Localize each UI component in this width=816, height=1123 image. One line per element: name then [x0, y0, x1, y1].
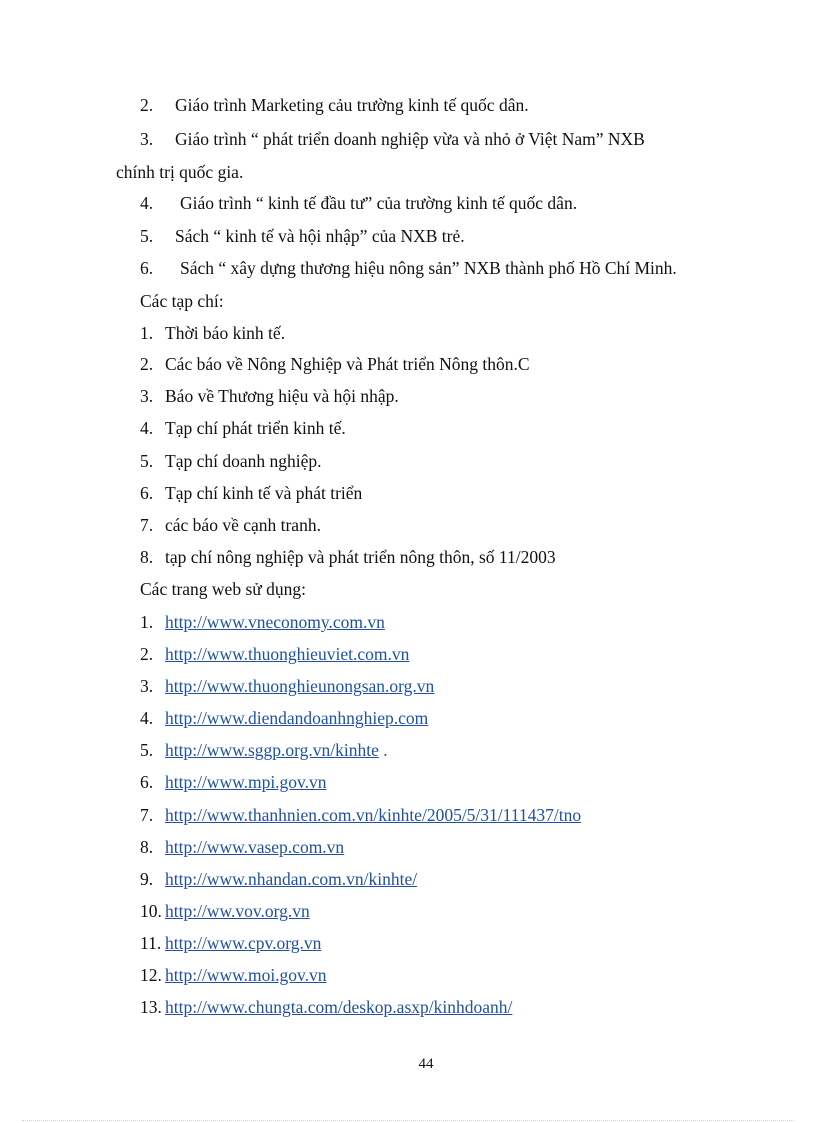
- list-number: 3.: [140, 386, 154, 406]
- website-link[interactable]: http://www.moi.gov.vn: [165, 965, 327, 985]
- list-number: 2.: [140, 95, 154, 115]
- list-text: Tạp chí doanh nghiệp.: [165, 451, 322, 471]
- page-number: 44: [418, 1056, 434, 1072]
- list-number: 12.: [140, 965, 162, 985]
- list-text: Giáo trình “ kinh tế đầu tư” của trường kinh tế quốc dân.: [180, 193, 578, 213]
- website-item: [140, 835, 344, 859]
- website-item: [140, 706, 428, 730]
- websites-heading: Các trang web sử dụng:: [140, 579, 306, 599]
- list-number: 5.: [140, 226, 154, 246]
- website-item: [140, 899, 310, 923]
- website-item: [140, 674, 434, 698]
- website-item: [140, 803, 581, 827]
- website-link[interactable]: http://www.mpi.gov.vn: [165, 772, 327, 792]
- website-link[interactable]: http://www.diendandoanhnghiep.com: [165, 708, 429, 728]
- list-text: Giáo trình Marketing cảu trường kinh tế quốc dân.: [175, 95, 529, 115]
- journal-item: [140, 481, 362, 505]
- website-link[interactable]: http://www.vasep.com.vn: [165, 837, 345, 857]
- book-item: [140, 256, 677, 280]
- book-item: [140, 224, 465, 248]
- book-item: [140, 191, 577, 215]
- journal-item: [140, 384, 399, 408]
- list-number: 6.: [140, 772, 154, 792]
- journal-item: [140, 416, 346, 440]
- website-item: [140, 770, 327, 794]
- list-number: 8.: [140, 837, 154, 857]
- list-text: Các báo về Nông Nghiệp và Phát triển Nông thôn.C: [165, 354, 530, 374]
- website-link[interactable]: http://www.thanhnien.com.vn/kinhte/2005/5/31/111437/tno: [165, 805, 582, 825]
- website-link[interactable]: http://www.chungta.com/deskop.asxp/kinhdoanh/: [165, 997, 513, 1017]
- website-item: [140, 995, 512, 1019]
- list-number: 1.: [140, 323, 154, 343]
- list-text: Thời báo kinh tế.: [165, 323, 286, 343]
- list-text: Sách “ kinh tế và hội nhập” của NXB trẻ.: [175, 226, 465, 246]
- journal-item: [140, 449, 321, 473]
- list-number: 5.: [140, 451, 154, 471]
- website-link[interactable]: http://www.vneconomy.com.vn: [165, 612, 385, 632]
- list-number: 4.: [140, 708, 154, 728]
- list-number: 5.: [140, 740, 154, 760]
- list-text: Báo về Thương hiệu và hội nhập.: [165, 386, 399, 406]
- list-number: 7.: [140, 805, 154, 825]
- link-suffix: .: [378, 740, 388, 760]
- list-number: 3.: [140, 676, 154, 696]
- list-number: 7.: [140, 515, 154, 535]
- list-number: 3.: [140, 129, 154, 149]
- journal-item: [140, 513, 321, 537]
- list-text: Giáo trình “ phát triển doanh nghiệp vừa và nhỏ ở Việt Nam” NXB: [175, 129, 645, 149]
- journal-item: [140, 352, 530, 376]
- website-item: [140, 867, 417, 891]
- list-number: 1.: [140, 612, 154, 632]
- book-item-continuation: [116, 160, 243, 184]
- list-number: 4.: [140, 193, 154, 213]
- list-number: 2.: [140, 644, 154, 664]
- website-link[interactable]: http://www.cpv.org.vn: [165, 933, 322, 953]
- list-number: 11.: [140, 933, 162, 953]
- website-link[interactable]: http://ww.vov.org.vn: [165, 901, 310, 921]
- list-text: Tạp chí kinh tế và phát triển: [165, 483, 363, 503]
- list-number: 4.: [140, 418, 154, 438]
- journal-item: [140, 321, 285, 345]
- website-link[interactable]: http://www.thuonghieunongsan.org.vn: [165, 676, 435, 696]
- website-item: [140, 963, 327, 987]
- list-text: Sách “ xây dựng thương hiệu nông sản” NXB thành phố Hồ Chí Minh.: [180, 258, 677, 278]
- list-number: 6.: [140, 258, 154, 278]
- website-item: [140, 931, 321, 955]
- website-link[interactable]: http://www.sggp.org.vn/kinhte: [165, 740, 379, 760]
- list-text: các báo về cạnh tranh.: [165, 515, 321, 535]
- list-number: 13.: [140, 997, 162, 1017]
- website-item: [140, 642, 409, 666]
- list-text: tạp chí nông nghiệp và phát triển nông thôn, số 11/2003: [165, 547, 556, 567]
- journals-heading: Các tạp chí:: [140, 291, 224, 311]
- website-item: [140, 738, 388, 762]
- website-link[interactable]: http://www.thuonghieuviet.com.vn: [165, 644, 410, 664]
- list-text: Tạp chí phát triển kinh tế.: [165, 418, 346, 438]
- list-number: 10.: [140, 901, 162, 921]
- list-number: 8.: [140, 547, 154, 567]
- list-number: 2.: [140, 354, 154, 374]
- website-item: [140, 610, 385, 634]
- book-item: [140, 127, 645, 151]
- list-number: 9.: [140, 869, 154, 889]
- journal-item: [140, 545, 556, 569]
- website-link[interactable]: http://www.nhandan.com.vn/kinhte/: [165, 869, 418, 889]
- footer-divider: [22, 1120, 794, 1121]
- book-item: [140, 93, 529, 117]
- list-text: chính trị quốc gia.: [116, 162, 244, 182]
- list-number: 6.: [140, 483, 154, 503]
